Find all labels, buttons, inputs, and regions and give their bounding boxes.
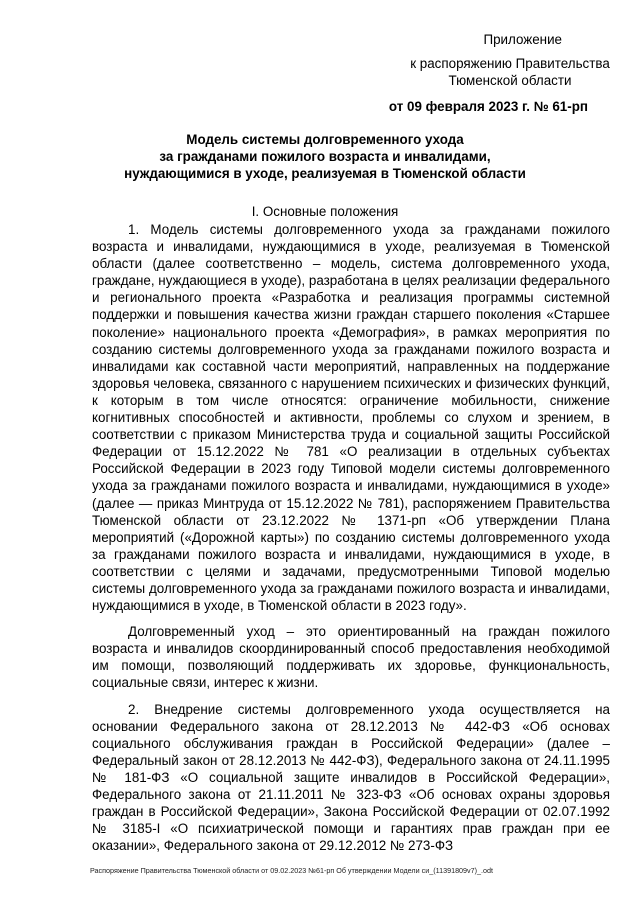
- title-line-2: за гражданами пожилого возраста и инвалидами,: [159, 149, 491, 164]
- title-line-3: нуждающимися в уходе, реализуемая в Тюменской области: [124, 166, 526, 181]
- appendix-label: Приложение: [483, 32, 562, 47]
- paragraph-2: Долговременный уход – это ориентированный на граждан пожилого возраста и инвалидов скоординированный способ предоставления необходимой им помощи, позволяющий поддерживать их здоровье, функциональность, социальные связи, интерес к жизни.: [92, 624, 610, 691]
- section-heading: I. Основные положения: [251, 204, 399, 219]
- document-body: [92, 221, 610, 854]
- paragraph-1: 1. Модель системы долговременного ухода за гражданами пожилого возраста и инвалидами, нуждающимися в уходе, реализуемая в Тюменской области (далее соответственно – модель, система долговременного ухода, граждане, нуждающиеся в уходе), разработана в целях реализации федерального и регионального проекта «Разработка и реализация программы системной поддержки и повышения качества жизни граждан старшего поколения «Старшее поколение» национального проекта «Демография», в рамках мероприятия по созданию системы долговременного ухода за гражданами пожилого возраста и инвалидами как составной части мероприятий, направленных на поддержание здоровья человека, связанного с нарушением психических и физических функций, к которым в том числе относятся: ограничение мобильности, снижение когнитивных способностей и активности, проблемы со слухом и зрением, в соответствии с приказом Министерства труда и социальной защиты Российской Федерации от 15.12.2022 № 781 «О реализации в отдельных субъектах Российской Федерации в 2023 году Типовой модели системы долговременного ухода за гражданами пожилого возраста и инвалидами, нуждающимися в уходе» (далее — приказ Минтруда от 15.12.2022 № 781), распоряжением Правительства Тюменской области от 23.12.2022 № 1371-рп «Об утверждении Плана мероприятий («Дорожной карты») по созданию системы долговременного ухода за гражданами пожилого возраста и инвалидами, нуждающимися в уходе, в соответствии с целями и задачами, предусмотренными Типовой моделью системы долговременного ухода за гражданами пожилого возраста и инвалидами, нуждающимися в уходе, в Тюменской области в 2023 году».: [92, 222, 610, 614]
- document-title: [60, 131, 590, 182]
- title-line-1: Модель системы долговременного ухода: [186, 132, 464, 147]
- appendix-order-ref: от 09 февраля 2023 г. № 61-рп: [388, 99, 588, 114]
- appendix-block: [340, 31, 640, 115]
- appendix-order-line1: к распоряжению Правительства: [410, 56, 610, 71]
- page-footer: Распоряжение Правительства Тюменской области от 09.02.2023 №61-рп Об утверждении Модели си_(11391809v7)_.odt: [90, 866, 494, 875]
- appendix-order-line2: Тюменской области: [448, 73, 572, 88]
- paragraph-3: 2. Внедрение системы долговременного ухода осуществляется на основании Федерального закона от 28.12.2013 № 442-ФЗ «Об основах социального обслуживания граждан в Российской Федерации» (далее – Федеральный закон от 28.12.2013 № 442-ФЗ), Федерального закона от 24.11.1995 № 181-ФЗ «О социальной защите инвалидов в Российской Федерации», Федерального закона от 21.11.2011 № 323-ФЗ «Об основах охраны здоровья граждан в Российской Федерации», Закона Российской Федерации от 02.07.1992 № 3185-I «О психиатрической помощи и гарантиях прав граждан при ее оказании», Федерального закона от 29.12.2012 № 273-ФЗ: [92, 701, 610, 854]
